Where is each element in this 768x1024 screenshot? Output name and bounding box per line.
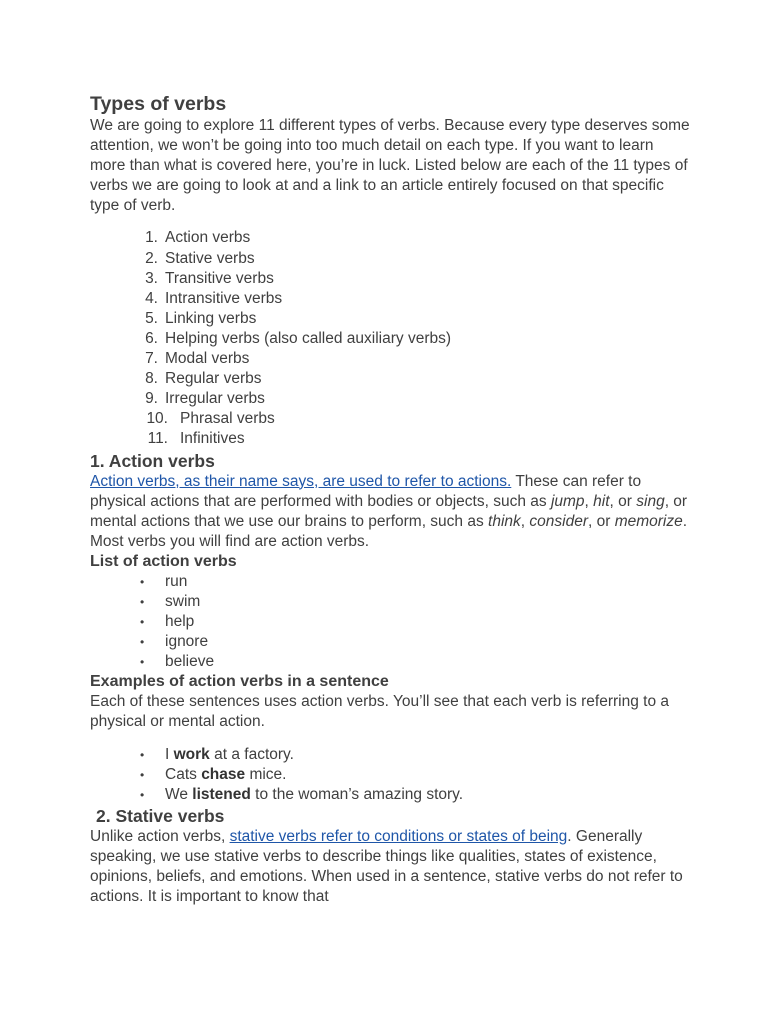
- list-item: • run: [140, 572, 188, 590]
- article-body: [90, 92, 690, 907]
- list-item: • We listened to the woman’s amazing story.: [140, 785, 464, 803]
- section-heading-stative-verbs: 2. Stative verbs: [96, 805, 225, 826]
- list-item: • believe: [140, 653, 215, 671]
- examples-heading: Examples of action verbs in a sentence: [90, 673, 389, 691]
- stative-verbs-link[interactable]: stative verbs refer to conditions or states of being: [229, 827, 568, 845]
- list-item: 5. Linking verbs: [145, 309, 257, 327]
- verb-types-list: [90, 228, 690, 449]
- intro-paragraph: We are going to explore 11 different types of verbs. Because every type deserves some attention, we won’t be going into too much detail on each type. If you want to learn more than what is covered here, you’re in luck. Listed below are each of the 11 types of verbs we are going to look at and a link to an article entirely focused on that specific type of verb.: [90, 117, 690, 215]
- list-item: • ignore: [140, 633, 209, 651]
- section-heading-action-verbs: 1. Action verbs: [90, 450, 215, 471]
- list-item: 1. Action verbs: [145, 229, 251, 247]
- action-verbs-link[interactable]: Action verbs, as their name says, are used to refer to actions.: [90, 472, 512, 490]
- list-item: 8. Regular verbs: [145, 370, 262, 388]
- action-verbs-list: [90, 572, 690, 672]
- list-item: 7. Modal verbs: [145, 350, 250, 368]
- list-item: • swim: [140, 592, 201, 610]
- list-item: 4. Intransitive verbs: [145, 289, 283, 307]
- list-item: 10. Phrasal verbs: [146, 410, 275, 428]
- list-item: 9. Irregular verbs: [145, 390, 265, 408]
- action-verbs-paragraph: Action verbs, as their name says, are used to refer to actions. These can refer to physical actions that are performed with bodies or objects, such as jump, hit, or sing, or mental actions that we use our brains to perform, such as think, consider, or memorize. Most verbs you will find are action verbs.: [90, 472, 688, 550]
- list-of-action-verbs-heading: List of action verbs: [90, 552, 237, 570]
- list-item: 11. Infinitives: [147, 430, 245, 448]
- examples-list: [90, 745, 690, 805]
- list-item: 3. Transitive verbs: [145, 269, 274, 287]
- list-item: • Cats chase mice.: [140, 765, 287, 783]
- examples-intro: Each of these sentences uses action verbs. You’ll see that each verb is referring to a physical or mental action.: [90, 693, 670, 731]
- list-item: 6. Helping verbs (also called auxiliary verbs): [145, 329, 452, 347]
- list-item: 2. Stative verbs: [145, 249, 255, 267]
- list-item: • I work at a factory.: [140, 745, 294, 763]
- list-item: • help: [140, 613, 195, 631]
- page-title: Types of verbs: [90, 93, 227, 115]
- stative-verbs-paragraph: Unlike action verbs, stative verbs refer to conditions or states of being. Generally speaking, we use stative verbs to describe things like qualities, states of existence, opinions, beliefs, and emotions. When used in a sentence, stative verbs do not refer to actions. It is important to know that: [90, 827, 683, 906]
